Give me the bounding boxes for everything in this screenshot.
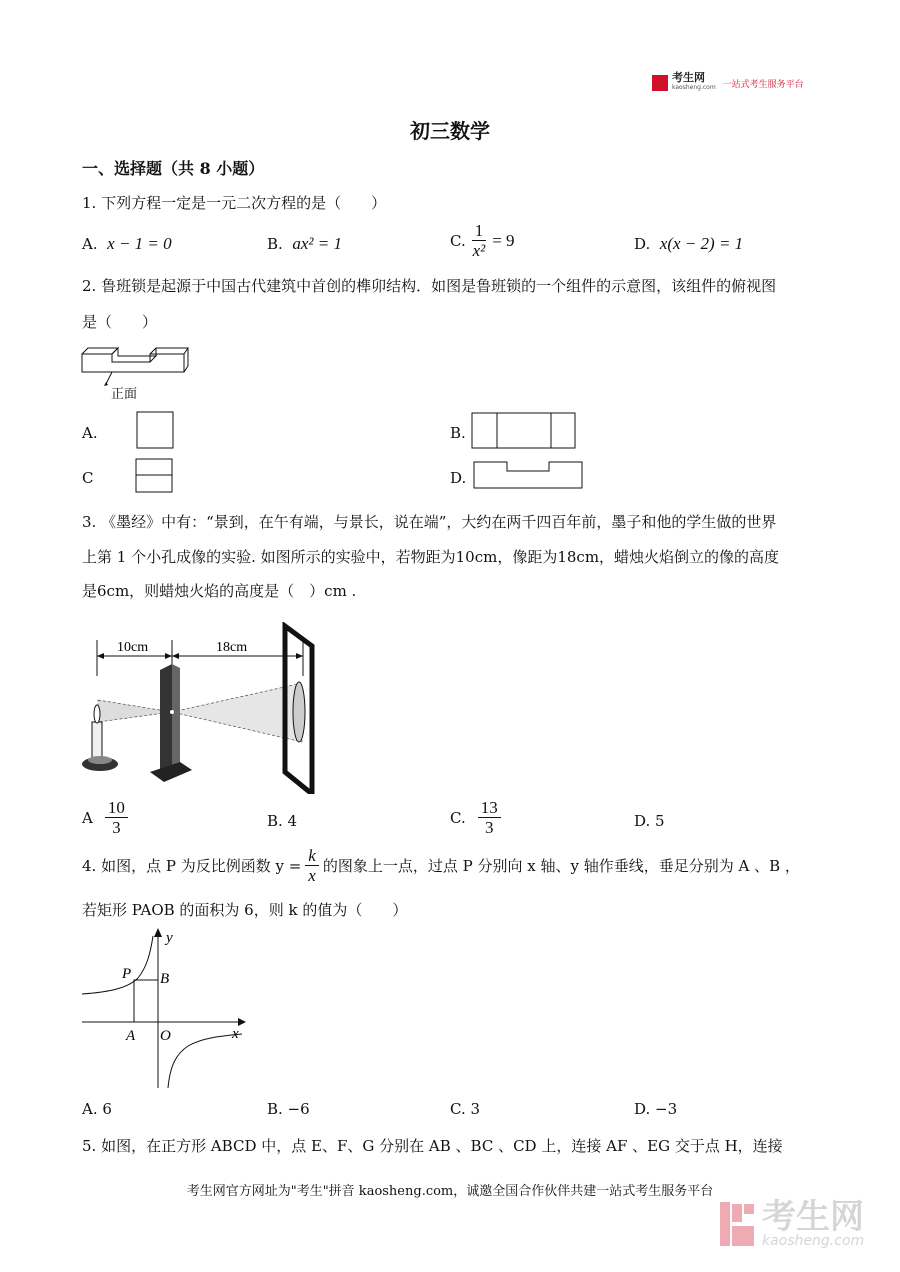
q1-option-a: A. x − 1 = 0 <box>82 234 172 253</box>
q5-line1: 5. 如图，在正方形 ABCD 中，点 E、F、G 分别在 AB 、BC 、CD 上，连接 AF 、EG 交于点 H，连接 <box>82 1137 783 1155</box>
q4-option-a: A. 6 <box>82 1100 112 1118</box>
q4-label-y: y <box>166 930 173 946</box>
q4-label-o: O <box>160 1028 171 1044</box>
q1-option-d: D. x(x − 2) = 1 <box>634 234 744 253</box>
q1-c-fraction: $\frac{1}{\text{x²}}$ <box>472 221 486 260</box>
logo-slogan: 一站式考生服务平台 <box>722 79 804 90</box>
q1-option-c: C. $\frac{1}{\text{x²}}$ = 9 <box>450 221 515 260</box>
section-heading: 一、选择题（共 8 小题） <box>82 159 265 178</box>
q1-stem: 1. 下列方程一定是一元二次方程的是（ ） <box>82 194 387 212</box>
q3-line1: 3. 《墨经》中有：“景到，在午有端，与景长，说在端”，大约在两千四百年前，墨子和他的学生做的世界 <box>82 513 777 531</box>
q2-option-c-figure <box>135 458 175 494</box>
q1-option-b: B. ax² = 1 <box>267 234 342 253</box>
logo-mark-icon <box>652 75 668 91</box>
q4-option-d: D. −3 <box>634 1100 678 1118</box>
q4-option-c: C. 3 <box>450 1100 481 1118</box>
q4-option-b: B. −6 <box>267 1100 310 1118</box>
q4-label-x: x <box>232 1026 239 1042</box>
q4-label-b: B <box>160 971 170 987</box>
watermark-text: 考生网 <box>762 1197 864 1237</box>
watermark-logo-icon <box>718 1200 756 1248</box>
q3-dim1: 10cm <box>117 640 149 655</box>
q2-option-b-label: B. <box>450 424 466 442</box>
footer-note: 考生网官方网址为"考生"拼音 kaosheng.com，诚邀全国合作伙伴共建一站式考生服务平台 <box>186 1184 714 1199</box>
q3-line3: 是6cm，则蜡烛火焰的高度是（ ）cm . <box>82 582 357 600</box>
q2-option-c-label: C <box>82 469 94 487</box>
q3-option-d: D. 5 <box>634 812 665 830</box>
q2-option-d-label: D. <box>450 469 467 487</box>
q4-label-a: A <box>126 1028 136 1044</box>
q4-hyperbola-figure <box>80 928 255 1093</box>
q2-option-a-figure <box>136 411 176 451</box>
q3-dim2: 18cm <box>216 640 248 655</box>
q2-stem-line2: 是（ ） <box>82 313 158 331</box>
q2-stem-line1: 2. 鲁班锁是起源于中国古代建筑中首创的榫卯结构．如图是鲁班锁的一个组件的示意图，该组件的俯视图 <box>82 277 777 295</box>
q2-front-label: 正面 <box>111 387 138 402</box>
q2-option-b-figure <box>471 412 577 450</box>
logo-text: 考生网 <box>672 71 705 84</box>
q3-option-c: C. $\frac{13}{3}$ <box>450 798 501 837</box>
watermark-domain: kaosheng.com <box>762 1233 865 1249</box>
q3-option-b: B. 4 <box>267 812 298 830</box>
q3-option-a: A $\frac{10}{3}$ <box>82 798 128 837</box>
page-title: 初三数学 <box>410 119 490 143</box>
header-logo <box>652 73 804 93</box>
q4-line1: 4. 如图，点 P 为反比例函数 y = $\frac{k}{x}$ 的图象上一点，过点 P 分别向 x 轴、y 轴作垂线，垂足分别为 A 、B ， <box>82 846 800 885</box>
q3-line2: 上第 1 个小孔成像的实验. 如图所示的实验中，若物距为10cm，像距为18cm，蜡烛火焰倒立的像的高度 <box>82 548 780 566</box>
q3-pinhole-figure <box>80 622 325 794</box>
q2-option-a-label: A. <box>82 424 98 442</box>
logo-domain: kaosheng.com <box>672 84 716 91</box>
footer-watermark <box>718 1197 865 1249</box>
q4-line2: 若矩形 PAOB 的面积为 6，则 k 的值为（ ） <box>82 901 408 919</box>
q4-label-p: P <box>122 966 132 982</box>
q2-option-d-figure <box>473 461 585 491</box>
